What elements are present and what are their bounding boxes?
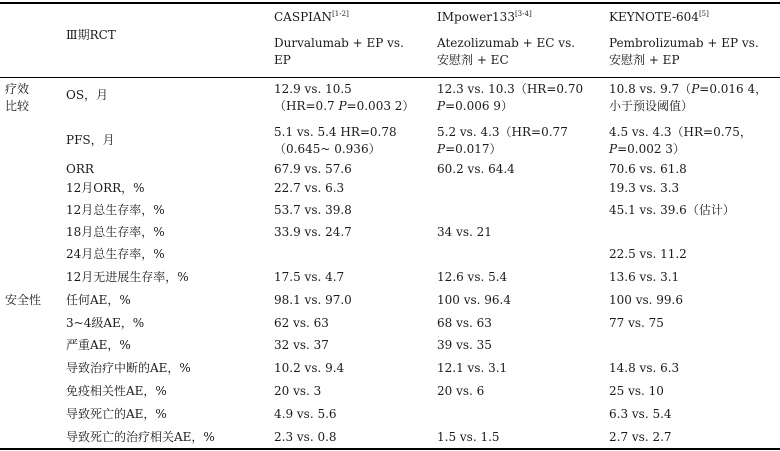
cell: 20 vs. 3	[274, 384, 322, 398]
section-efficacy-line1: 疗效	[5, 82, 30, 96]
row-label: 3~4级AE，%	[66, 316, 145, 330]
row-label: OS，月	[66, 88, 109, 102]
trial-1-arms-line1: Durvalumab + EP vs.	[274, 36, 404, 50]
trial-1-arms-line2: EP	[274, 53, 291, 67]
cell: 20 vs. 6	[437, 384, 485, 398]
cell: 10.2 vs. 9.4	[274, 361, 345, 375]
cell: 39 vs. 35	[437, 338, 492, 352]
cell: 34 vs. 21	[437, 225, 492, 239]
cell: 100 vs. 96.4	[437, 293, 512, 307]
trial-2-arms-line2: 安慰剂 + EC	[437, 53, 509, 67]
cell: 14.8 vs. 6.3	[609, 361, 680, 375]
trial-3-arms-line2: 安慰剂 + EP	[609, 53, 680, 67]
trial-2-title: IMpower133[3-4]	[437, 10, 532, 24]
cell: （HR=0.7 P=0.003 2）	[274, 99, 415, 113]
cell: 19.3 vs. 3.3	[609, 181, 680, 195]
cell: 98.1 vs. 97.0	[274, 293, 352, 307]
cell: P=0.017）	[437, 142, 502, 156]
cell: 68 vs. 63	[437, 316, 492, 330]
row-label: ORR	[66, 162, 94, 176]
cell: 12.9 vs. 10.5	[274, 82, 352, 96]
cell: 10.8 vs. 9.7（P=0.016 4，	[609, 82, 768, 96]
cell: 100 vs. 99.6	[609, 293, 684, 307]
cell: 12.6 vs. 5.4	[437, 270, 508, 284]
section-efficacy-line2: 比较	[5, 99, 30, 113]
cell: 25 vs. 10	[609, 384, 664, 398]
cell: 32 vs. 37	[274, 338, 329, 352]
trial-3-arms-line1: Pembrolizumab + EP vs.	[609, 36, 759, 50]
cell: 22.5 vs. 11.2	[609, 247, 687, 261]
cell: 4.5 vs. 4.3（HR=0.75，	[609, 125, 752, 139]
cell: 6.3 vs. 5.4	[609, 407, 672, 421]
cell: P=0.002 3）	[609, 142, 685, 156]
trial-2-arms-line1: Atezolizumab + EC vs.	[437, 36, 576, 50]
table-header-rule	[0, 77, 780, 78]
row-label: 任何AE，%	[66, 293, 131, 307]
table-bottom-rule	[0, 448, 780, 450]
table-top-rule	[0, 2, 780, 4]
cell: 67.9 vs. 57.6	[274, 162, 352, 176]
cell: 53.7 vs. 39.8	[274, 203, 352, 217]
cell: 2.7 vs. 2.7	[609, 430, 672, 444]
row-label: 严重AE，%	[66, 338, 131, 352]
cell: 12.3 vs. 10.3（HR=0.70	[437, 82, 584, 96]
row-label: 导致死亡的AE，%	[66, 407, 167, 421]
row-label: 12月无进展生存率，%	[66, 270, 189, 284]
cell: （0.645~ 0.936）	[274, 142, 381, 156]
trial-1-title: CASPIAN[1-2]	[274, 10, 349, 24]
cell: 22.7 vs. 6.3	[274, 181, 345, 195]
trial-3-title: KEYNOTE-604[5]	[609, 10, 709, 24]
row-label: 24月总生存率，%	[66, 247, 165, 261]
row-label: 导致死亡的治疗相关AE，%	[66, 430, 215, 444]
cell: 4.9 vs. 5.6	[274, 407, 337, 421]
cell: 77 vs. 75	[609, 316, 664, 330]
cell: 70.6 vs. 61.8	[609, 162, 687, 176]
cell: 13.6 vs. 3.1	[609, 270, 680, 284]
cell: 12.1 vs. 3.1	[437, 361, 508, 375]
row-label: 免疫相关性AE，%	[66, 384, 167, 398]
cell: 45.1 vs. 39.6（估计）	[609, 203, 735, 217]
row-label: 18月总生存率，%	[66, 225, 165, 239]
cell: P=0.006 9）	[437, 99, 513, 113]
cell: 2.3 vs. 0.8	[274, 430, 337, 444]
cell: 5.2 vs. 4.3（HR=0.77	[437, 125, 568, 139]
stub-header: Ⅲ期RCT	[66, 28, 116, 42]
section-safety: 安全性	[5, 293, 42, 307]
cell: 62 vs. 63	[274, 316, 329, 330]
row-label: 导致治疗中断的AE，%	[66, 361, 191, 375]
cell: 33.9 vs. 24.7	[274, 225, 352, 239]
cell: 60.2 vs. 64.4	[437, 162, 515, 176]
cell: 17.5 vs. 4.7	[274, 270, 345, 284]
cell: 小于预设阈值）	[609, 99, 694, 113]
cell: 1.5 vs. 1.5	[437, 430, 500, 444]
row-label: 12月总生存率，%	[66, 203, 165, 217]
row-label: PFS，月	[66, 133, 115, 147]
cell: 5.1 vs. 5.4 HR=0.78	[274, 125, 397, 139]
row-label: 12月ORR，%	[66, 181, 145, 195]
